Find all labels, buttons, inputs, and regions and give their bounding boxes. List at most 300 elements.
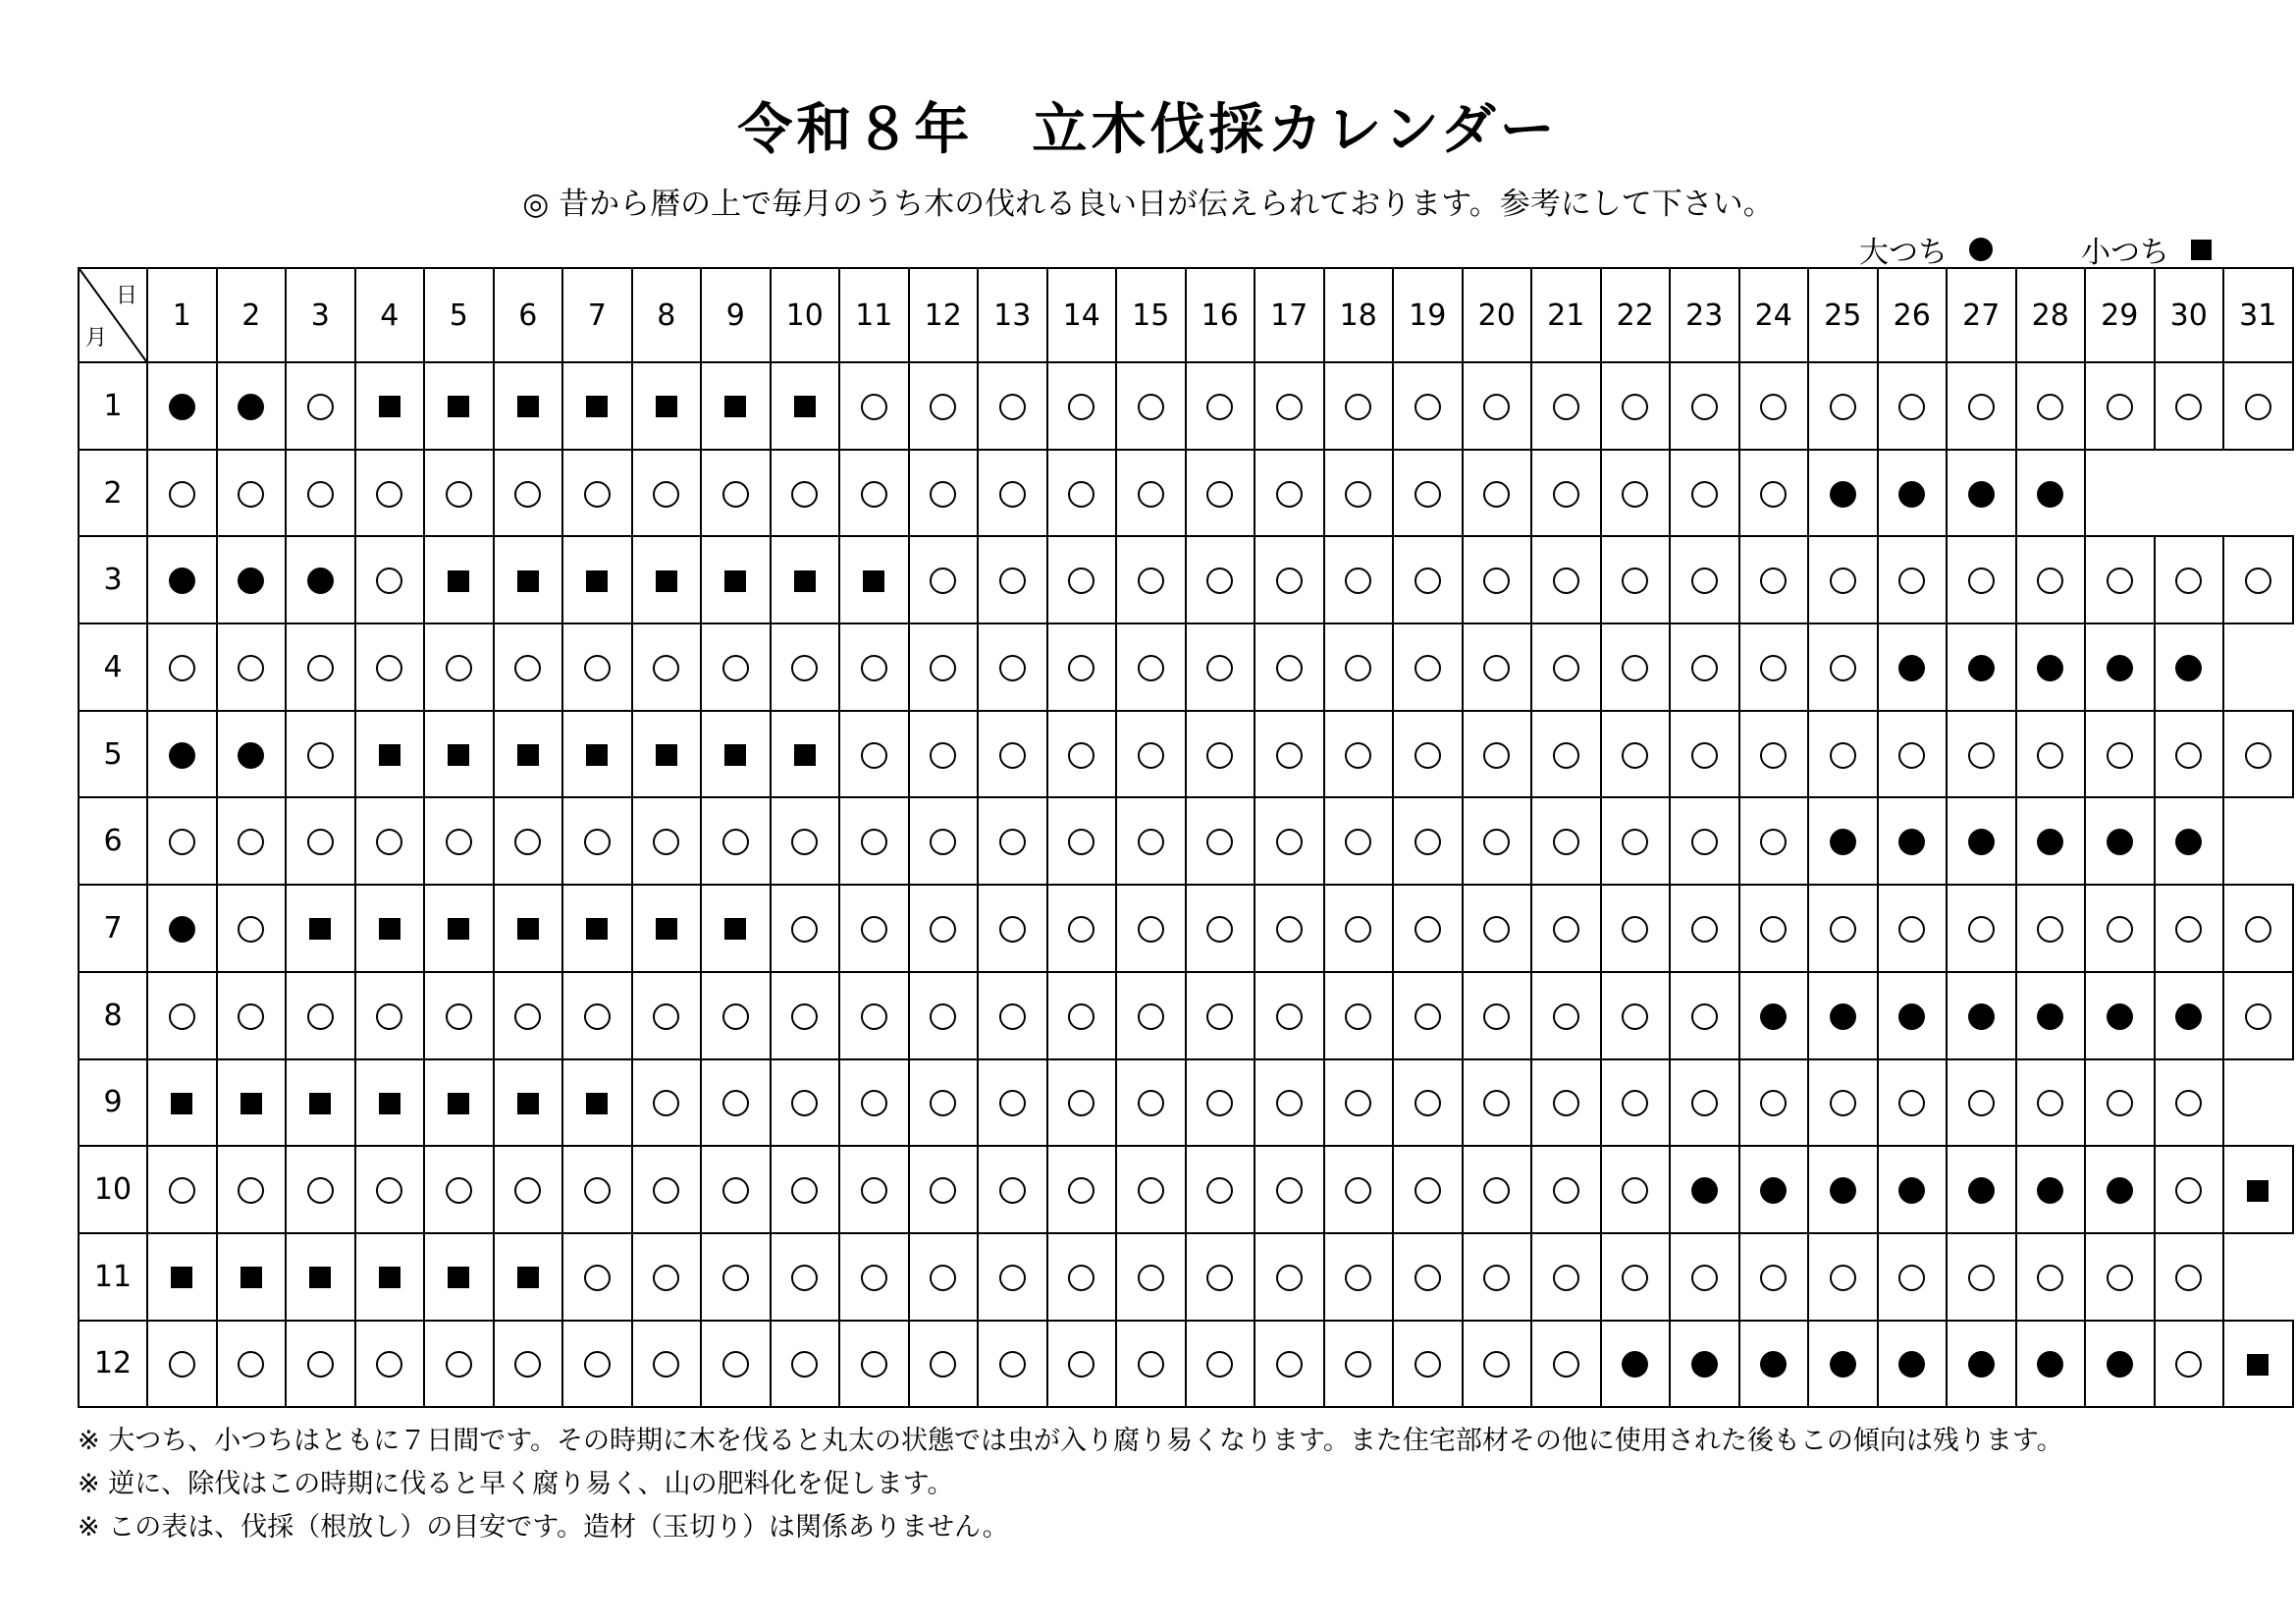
day-cell xyxy=(494,711,563,798)
open-circle-icon xyxy=(307,1177,334,1204)
day-cell xyxy=(701,711,771,798)
open-circle-icon xyxy=(1830,1265,1856,1291)
day-cell xyxy=(1047,362,1117,450)
open-circle-icon xyxy=(1483,394,1510,420)
day-cell xyxy=(1947,362,2016,450)
open-circle-icon xyxy=(930,916,956,943)
open-circle-icon xyxy=(1760,829,1787,855)
day-cell xyxy=(632,1059,702,1147)
day-cell xyxy=(632,536,702,623)
day-cell xyxy=(147,885,217,972)
small-tsuchi-mark xyxy=(517,396,539,417)
small-tsuchi-mark xyxy=(517,1267,539,1288)
open-circle-icon xyxy=(2245,742,2271,769)
day-cell xyxy=(286,623,355,711)
open-circle-icon xyxy=(1276,568,1303,594)
day-cell xyxy=(217,450,287,537)
day-cell xyxy=(1601,972,1671,1059)
open-circle-icon xyxy=(1898,1265,1925,1291)
open-circle-icon xyxy=(1691,1265,1718,1291)
day-cell xyxy=(2155,1059,2224,1147)
day-cell xyxy=(2223,885,2293,972)
day-cell xyxy=(424,1146,494,1233)
day-cell xyxy=(1739,623,1809,711)
open-circle-icon xyxy=(2175,742,2202,769)
day-cell xyxy=(355,1059,425,1147)
open-circle-icon xyxy=(584,1177,611,1204)
day-cell xyxy=(1463,450,1532,537)
month-label: 9 xyxy=(79,1059,147,1147)
corner-month-label: 月 xyxy=(85,326,108,351)
day-cell xyxy=(1878,536,1948,623)
note-1: ※ 大つち、小つちはともに７日間です。その時期に木を伐ると丸太の状態では虫が入り腐り易くなります。また住宅部材その他に使用された後もこの傾向は残ります。 xyxy=(78,1426,2063,1456)
day-cell xyxy=(1116,1321,1186,1408)
day-cell xyxy=(562,885,632,972)
day-cell xyxy=(1531,797,1601,885)
open-circle-icon xyxy=(1760,1090,1787,1116)
day-cell xyxy=(1324,711,1394,798)
day-cell xyxy=(355,885,425,972)
open-circle-icon xyxy=(1415,742,1441,769)
day-header: 12 xyxy=(909,268,979,362)
open-circle-icon xyxy=(1622,1265,1648,1291)
open-circle-icon xyxy=(1068,1265,1095,1291)
open-circle-icon xyxy=(999,394,1026,420)
day-cell xyxy=(1808,362,1878,450)
day-cell xyxy=(1047,450,1117,537)
open-circle-icon xyxy=(1206,1351,1233,1378)
day-cell xyxy=(1878,623,1948,711)
day-cell xyxy=(2016,1059,2086,1147)
open-circle-icon xyxy=(1622,1090,1648,1116)
open-circle-icon xyxy=(1138,742,1164,769)
open-circle-icon xyxy=(238,1351,264,1378)
day-cell xyxy=(147,797,217,885)
empty-cell xyxy=(2155,450,2224,537)
open-circle-icon xyxy=(307,655,334,681)
open-circle-icon xyxy=(169,829,195,855)
open-circle-icon xyxy=(791,829,818,855)
day-cell xyxy=(2155,623,2224,711)
day-cell xyxy=(1739,1146,1809,1233)
day-cell xyxy=(2155,711,2224,798)
open-circle-icon xyxy=(1553,1003,1579,1030)
open-circle-icon xyxy=(1068,742,1095,769)
open-circle-icon xyxy=(1345,1265,1371,1291)
day-cell xyxy=(494,1233,563,1321)
day-cell xyxy=(839,1321,909,1408)
day-cell xyxy=(909,450,979,537)
calendar-body xyxy=(79,362,2293,1407)
day-cell xyxy=(1324,450,1394,537)
day-cell xyxy=(1601,1059,1671,1147)
day-cell xyxy=(1739,1233,1809,1321)
small-tsuchi-mark xyxy=(2247,1180,2269,1202)
open-circle-icon xyxy=(2037,1265,2063,1291)
day-cell xyxy=(1186,362,1255,450)
open-circle-icon xyxy=(1345,394,1371,420)
open-circle-icon xyxy=(2175,1351,2202,1378)
day-cell xyxy=(2085,711,2155,798)
open-circle-icon xyxy=(1830,394,1856,420)
corner-cell xyxy=(79,268,147,362)
open-circle-icon xyxy=(2037,742,2063,769)
day-header: 27 xyxy=(1947,268,2016,362)
day-header: 24 xyxy=(1739,268,1809,362)
day-cell xyxy=(355,797,425,885)
day-cell xyxy=(1878,1233,1948,1321)
small-tsuchi-mark xyxy=(863,570,884,592)
day-cell xyxy=(1808,711,1878,798)
month-row xyxy=(79,885,2293,972)
day-header: 18 xyxy=(1324,268,1394,362)
open-circle-icon xyxy=(861,1003,887,1030)
small-tsuchi-mark xyxy=(448,1267,469,1288)
day-cell xyxy=(1116,536,1186,623)
open-circle-icon xyxy=(376,829,402,855)
month-label: 1 xyxy=(79,362,147,450)
small-tsuchi-mark xyxy=(448,1093,469,1114)
day-cell xyxy=(1808,1059,1878,1147)
open-circle-icon xyxy=(1276,394,1303,420)
open-circle-icon xyxy=(1553,568,1579,594)
big-tsuchi-mark xyxy=(1968,1351,1995,1378)
open-circle-icon xyxy=(1622,568,1648,594)
open-circle-icon xyxy=(1206,655,1233,681)
day-cell xyxy=(632,450,702,537)
open-circle-icon xyxy=(584,481,611,508)
open-circle-icon xyxy=(514,1003,541,1030)
day-cell xyxy=(2085,1059,2155,1147)
open-circle-icon xyxy=(1898,742,1925,769)
day-cell xyxy=(1739,797,1809,885)
day-cell xyxy=(355,623,425,711)
day-cell xyxy=(562,362,632,450)
open-circle-icon xyxy=(1968,916,1995,943)
day-cell xyxy=(1047,1059,1117,1147)
open-circle-icon xyxy=(1415,394,1441,420)
open-circle-icon xyxy=(1415,655,1441,681)
open-circle-icon xyxy=(238,481,264,508)
day-cell xyxy=(1601,623,1671,711)
day-cell xyxy=(1601,797,1671,885)
day-cell xyxy=(147,536,217,623)
day-cell xyxy=(1116,1146,1186,1233)
day-cell xyxy=(355,450,425,537)
day-cell xyxy=(909,972,979,1059)
open-circle-icon xyxy=(791,1003,818,1030)
open-circle-icon xyxy=(1415,1090,1441,1116)
open-circle-icon xyxy=(376,655,402,681)
day-header: 9 xyxy=(701,268,771,362)
day-cell xyxy=(1116,1233,1186,1321)
day-cell xyxy=(562,623,632,711)
big-tsuchi-mark xyxy=(1830,1351,1856,1378)
open-circle-icon xyxy=(376,1177,402,1204)
open-circle-icon xyxy=(1138,568,1164,594)
day-cell xyxy=(632,1146,702,1233)
open-circle-icon xyxy=(1138,481,1164,508)
open-circle-icon xyxy=(1691,394,1718,420)
month-label: 8 xyxy=(79,972,147,1059)
big-tsuchi-mark xyxy=(2175,655,2202,681)
open-circle-icon xyxy=(584,1265,611,1291)
legend-small xyxy=(2081,228,2212,271)
open-circle-icon xyxy=(930,655,956,681)
day-cell xyxy=(355,1146,425,1233)
small-tsuchi-mark xyxy=(517,570,539,592)
day-cell xyxy=(701,362,771,450)
open-circle-icon xyxy=(1206,1265,1233,1291)
day-cell xyxy=(2223,972,2293,1059)
open-circle-icon xyxy=(1206,568,1233,594)
day-cell xyxy=(1808,1321,1878,1408)
day-cell xyxy=(1116,362,1186,450)
day-cell xyxy=(909,623,979,711)
day-cell xyxy=(147,1059,217,1147)
small-tsuchi-mark xyxy=(656,570,677,592)
day-cell xyxy=(839,797,909,885)
day-cell xyxy=(771,536,840,623)
open-circle-icon xyxy=(999,1351,1026,1378)
day-cell xyxy=(1324,972,1394,1059)
open-circle-icon xyxy=(1553,742,1579,769)
open-circle-icon xyxy=(238,916,264,943)
day-cell xyxy=(1878,797,1948,885)
day-cell xyxy=(424,1059,494,1147)
day-cell xyxy=(1670,1321,1739,1408)
day-cell xyxy=(355,972,425,1059)
open-circle-icon xyxy=(1968,1090,1995,1116)
small-tsuchi-mark xyxy=(586,396,608,417)
open-circle-icon xyxy=(930,1003,956,1030)
day-cell xyxy=(1324,536,1394,623)
open-circle-icon xyxy=(1138,916,1164,943)
day-cell xyxy=(1255,972,1324,1059)
big-tsuchi-mark xyxy=(1898,1351,1925,1378)
big-tsuchi-mark xyxy=(1898,1003,1925,1030)
open-circle-icon xyxy=(861,1351,887,1378)
day-cell xyxy=(1047,711,1117,798)
month-row xyxy=(79,972,2293,1059)
open-circle-icon xyxy=(1138,655,1164,681)
month-row xyxy=(79,450,2293,537)
day-cell xyxy=(1186,536,1255,623)
day-cell xyxy=(1670,1146,1739,1233)
day-cell xyxy=(1739,1321,1809,1408)
day-cell xyxy=(147,623,217,711)
day-cell xyxy=(147,450,217,537)
day-cell xyxy=(1255,536,1324,623)
day-cell xyxy=(424,885,494,972)
day-cell xyxy=(1463,1233,1532,1321)
day-cell xyxy=(1463,623,1532,711)
day-cell xyxy=(424,972,494,1059)
day-cell xyxy=(632,885,702,972)
day-cell xyxy=(1531,362,1601,450)
small-tsuchi-mark xyxy=(656,744,677,766)
day-cell xyxy=(1116,623,1186,711)
big-tsuchi-mark xyxy=(1691,1177,1718,1204)
day-cell xyxy=(562,536,632,623)
day-cell xyxy=(2016,362,2086,450)
open-circle-icon xyxy=(1760,655,1787,681)
day-cell xyxy=(1601,450,1671,537)
day-cell xyxy=(1186,450,1255,537)
day-cell xyxy=(701,885,771,972)
open-circle-icon xyxy=(2245,1003,2271,1030)
open-circle-icon xyxy=(722,1003,749,1030)
day-cell xyxy=(1255,711,1324,798)
day-cell xyxy=(562,1059,632,1147)
day-cell xyxy=(494,1146,563,1233)
day-cell xyxy=(2016,1146,2086,1233)
day-cell xyxy=(355,711,425,798)
open-circle-icon xyxy=(1138,1265,1164,1291)
small-tsuchi-mark xyxy=(517,1093,539,1114)
day-cell xyxy=(909,1059,979,1147)
day-cell xyxy=(978,536,1047,623)
day-cell xyxy=(562,711,632,798)
open-circle-icon xyxy=(169,1177,195,1204)
empty-cell xyxy=(2223,623,2293,711)
day-cell xyxy=(562,797,632,885)
open-circle-icon xyxy=(722,1265,749,1291)
day-cell xyxy=(1116,1059,1186,1147)
day-cell xyxy=(1947,1059,2016,1147)
open-circle-icon xyxy=(930,829,956,855)
open-circle-icon xyxy=(1483,1003,1510,1030)
small-tsuchi-mark xyxy=(379,744,400,766)
open-circle-icon xyxy=(999,829,1026,855)
small-tsuchi-mark xyxy=(448,918,469,940)
day-cell xyxy=(1947,885,2016,972)
day-cell xyxy=(494,885,563,972)
open-circle-icon xyxy=(376,1351,402,1378)
open-circle-icon xyxy=(653,1090,679,1116)
open-circle-icon xyxy=(2175,1090,2202,1116)
open-circle-icon xyxy=(1483,481,1510,508)
day-cell xyxy=(1186,797,1255,885)
open-circle-icon xyxy=(653,481,679,508)
small-tsuchi-mark xyxy=(2247,1354,2269,1376)
day-cell xyxy=(494,362,563,450)
day-cell xyxy=(978,1146,1047,1233)
open-circle-icon xyxy=(1206,1003,1233,1030)
big-tsuchi-mark xyxy=(2037,829,2063,855)
day-cell xyxy=(217,885,287,972)
open-circle-icon xyxy=(1415,829,1441,855)
open-circle-icon xyxy=(1830,1090,1856,1116)
open-circle-icon xyxy=(930,742,956,769)
open-circle-icon xyxy=(1898,1090,1925,1116)
open-circle-icon xyxy=(722,655,749,681)
open-circle-icon xyxy=(1345,568,1371,594)
big-tsuchi-mark xyxy=(1898,655,1925,681)
day-cell xyxy=(2155,1146,2224,1233)
day-header: 29 xyxy=(2085,268,2155,362)
day-cell xyxy=(562,450,632,537)
open-circle-icon xyxy=(1206,829,1233,855)
open-circle-icon xyxy=(861,1177,887,1204)
day-cell xyxy=(978,1059,1047,1147)
day-header: 14 xyxy=(1047,268,1117,362)
day-cell xyxy=(1186,972,1255,1059)
big-tsuchi-mark xyxy=(1898,829,1925,855)
small-tsuchi-mark xyxy=(794,396,816,417)
day-cell xyxy=(978,362,1047,450)
small-tsuchi-mark xyxy=(240,1267,262,1288)
day-cell xyxy=(1186,1321,1255,1408)
big-tsuchi-mark xyxy=(1830,481,1856,508)
big-tsuchi-mark xyxy=(169,394,195,420)
day-cell xyxy=(1393,1059,1463,1147)
open-circle-icon xyxy=(238,1177,264,1204)
day-cell xyxy=(632,711,702,798)
day-header: 7 xyxy=(562,268,632,362)
open-circle-icon xyxy=(1553,1265,1579,1291)
day-cell xyxy=(1947,972,2016,1059)
open-circle-icon xyxy=(169,481,195,508)
open-circle-icon xyxy=(1206,394,1233,420)
open-circle-icon xyxy=(999,1177,1026,1204)
day-cell xyxy=(1947,623,2016,711)
open-circle-icon xyxy=(1968,568,1995,594)
open-circle-icon xyxy=(791,1177,818,1204)
day-cell xyxy=(355,536,425,623)
open-circle-icon xyxy=(861,394,887,420)
small-tsuchi-mark xyxy=(586,918,608,940)
day-cell xyxy=(978,711,1047,798)
day-cell xyxy=(1463,711,1532,798)
open-circle-icon xyxy=(1068,394,1095,420)
open-circle-icon xyxy=(2175,1265,2202,1291)
day-cell xyxy=(1463,1146,1532,1233)
day-cell xyxy=(909,797,979,885)
open-circle-icon xyxy=(2175,568,2202,594)
day-cell xyxy=(701,536,771,623)
big-tsuchi-mark xyxy=(2107,829,2133,855)
day-cell xyxy=(217,797,287,885)
big-tsuchi-mark xyxy=(1898,1177,1925,1204)
small-tsuchi-mark xyxy=(794,570,816,592)
day-cell xyxy=(217,711,287,798)
open-circle-icon xyxy=(1691,1090,1718,1116)
day-cell xyxy=(632,1321,702,1408)
day-cell xyxy=(217,362,287,450)
day-cell xyxy=(2016,711,2086,798)
day-cell xyxy=(1739,362,1809,450)
day-cell xyxy=(1463,1321,1532,1408)
day-cell xyxy=(1255,1059,1324,1147)
big-tsuchi-mark xyxy=(2107,1177,2133,1204)
small-tsuchi-mark xyxy=(724,570,746,592)
open-circle-icon xyxy=(930,394,956,420)
open-circle-icon xyxy=(2037,916,2063,943)
open-circle-icon xyxy=(446,829,472,855)
open-circle-icon xyxy=(1138,829,1164,855)
page-subtitle: ◎ 昔から暦の上で毎月のうち木の伐れる良い日が伝えられております。参考にして下さい。 xyxy=(522,187,1774,222)
day-cell xyxy=(839,623,909,711)
day-cell xyxy=(1393,623,1463,711)
open-circle-icon xyxy=(791,916,818,943)
open-circle-icon xyxy=(791,655,818,681)
open-circle-icon xyxy=(2037,568,2063,594)
big-tsuchi-mark xyxy=(1760,1003,1787,1030)
open-circle-icon xyxy=(1068,1003,1095,1030)
open-circle-icon xyxy=(1206,742,1233,769)
open-circle-icon xyxy=(999,742,1026,769)
